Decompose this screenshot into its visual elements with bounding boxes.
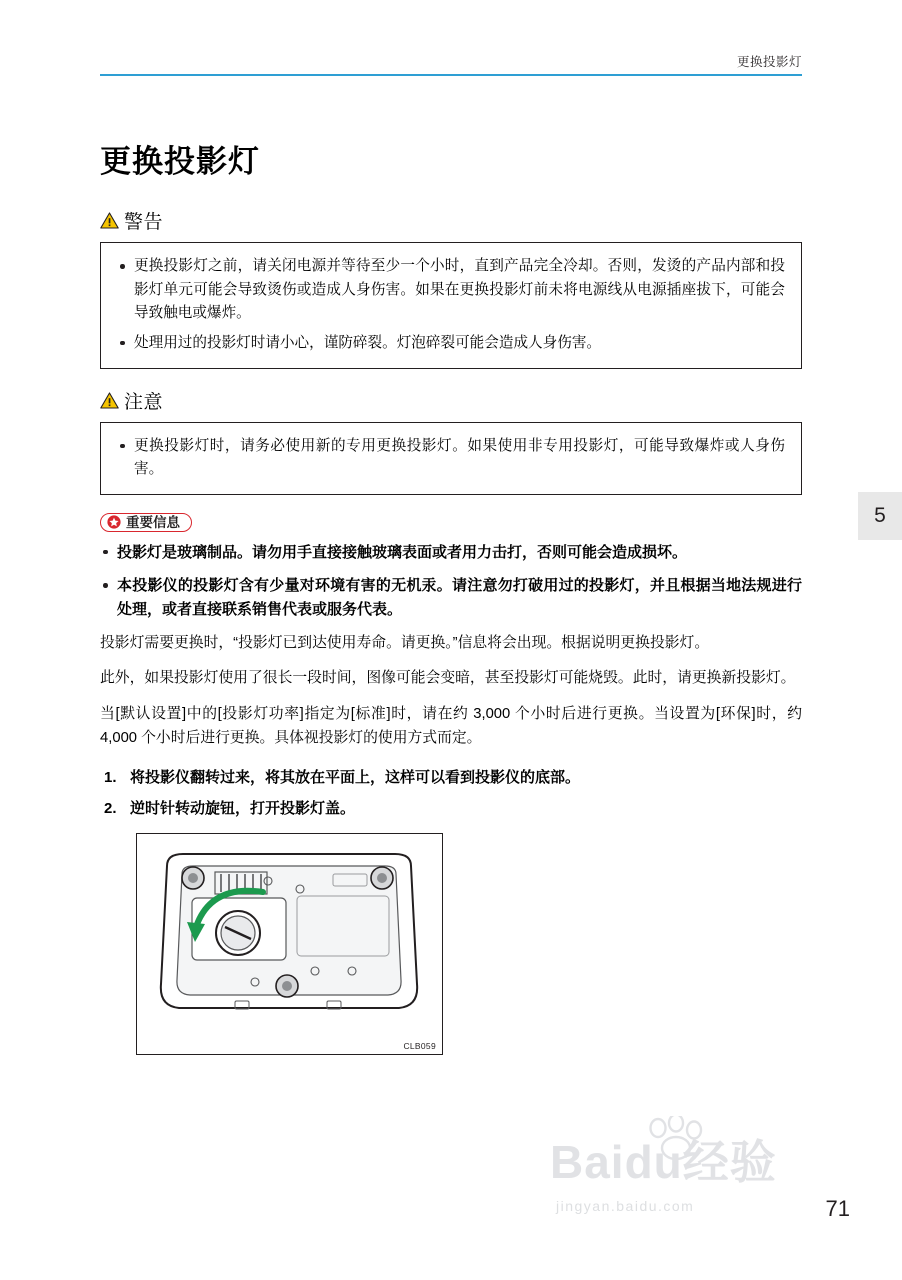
header-title: 更换投影灯 xyxy=(736,55,802,69)
list-item: 投影灯是玻璃制品。请勿用手直接接触玻璃表面或者用力击打，否则可能会造成损坏。 xyxy=(100,541,802,565)
projector-bottom-illustration xyxy=(136,833,443,1055)
list-item: 更换投影灯时，请务必使用新的专用更换投影灯。如果使用非专用投影灯，可能导致爆炸或人身伤害。 xyxy=(117,435,785,482)
watermark xyxy=(550,1108,850,1218)
warning-label: 警告 xyxy=(124,212,164,233)
chapter-tab-number: 5 xyxy=(874,504,886,527)
caution-box xyxy=(100,422,802,495)
projector-figure-svg xyxy=(137,834,442,1054)
important-label: 重要信息 xyxy=(126,514,180,530)
warning-list xyxy=(117,255,785,356)
watermark-sub: jingyan.baidu.com xyxy=(556,1198,695,1214)
list-item: 更换投影灯之前，请关闭电源并等待至少一个小时，直到产品完全冷却。否则，发烫的产品内部和投影灯单元可能会导致烫伤或造成人身伤害。如果在更换投影灯前未将电源线从电源插座拔下，可能会导致触电或爆炸。 xyxy=(117,255,785,326)
figure-code: CLB059 xyxy=(403,1041,436,1052)
body-paragraph: 当[默认设置]中的[投影灯功率]指定为[标准]时，请在约 3,000 个小时后进行更换。当设置为[环保]时，约 4,000 个小时后进行更换。具体视投影灯的使用方式而定。 xyxy=(100,706,802,746)
caution-heading xyxy=(100,387,802,414)
warning-triangle-icon xyxy=(100,392,119,409)
important-star-icon xyxy=(107,515,121,529)
warning-box xyxy=(100,242,802,369)
steps-list xyxy=(100,766,802,821)
page-number: 71 xyxy=(825,1196,850,1221)
caution-list xyxy=(117,435,785,482)
important-badge xyxy=(100,513,192,532)
caution-label: 注意 xyxy=(124,391,164,413)
warning-heading xyxy=(100,207,802,234)
important-heading xyxy=(100,513,802,532)
page-title: 更换投影灯 xyxy=(100,144,260,179)
list-item: 处理用过的投影灯时请小心，谨防碎裂。灯泡碎裂可能会造成人身伤害。 xyxy=(117,332,785,356)
body-paragraph: 此外，如果投影灯使用了很长一段时间，图像可能会变暗，甚至投影灯可能烧毁。此时，请更换新投影灯。 xyxy=(100,670,796,687)
page-content xyxy=(100,136,802,1055)
step-item: 逆时针转动旋钮，打开投影灯盖。 xyxy=(130,800,356,818)
warning-triangle-icon xyxy=(100,212,119,229)
step-item: 将投影仪翻转过来，将其放在平面上，这样可以看到投影仪的底部。 xyxy=(130,769,581,787)
list-item: 本投影仪的投影灯含有少量对环境有害的无机汞。请注意勿打破用过的投影灯，并且根据当地法规进行处理，或者直接联系销售代表或服务代表。 xyxy=(100,574,802,623)
header-rule xyxy=(100,74,802,76)
watermark-main: Baidu经验 xyxy=(550,1136,777,1188)
chapter-tab xyxy=(858,492,902,540)
body-paragraph: 投影灯需要更换时，“投影灯已到达使用寿命。请更换。”信息将会出现。根据说明更换投影灯。 xyxy=(100,634,710,651)
page-header xyxy=(100,52,802,76)
paw-icon xyxy=(646,1116,706,1162)
important-list xyxy=(100,541,802,623)
